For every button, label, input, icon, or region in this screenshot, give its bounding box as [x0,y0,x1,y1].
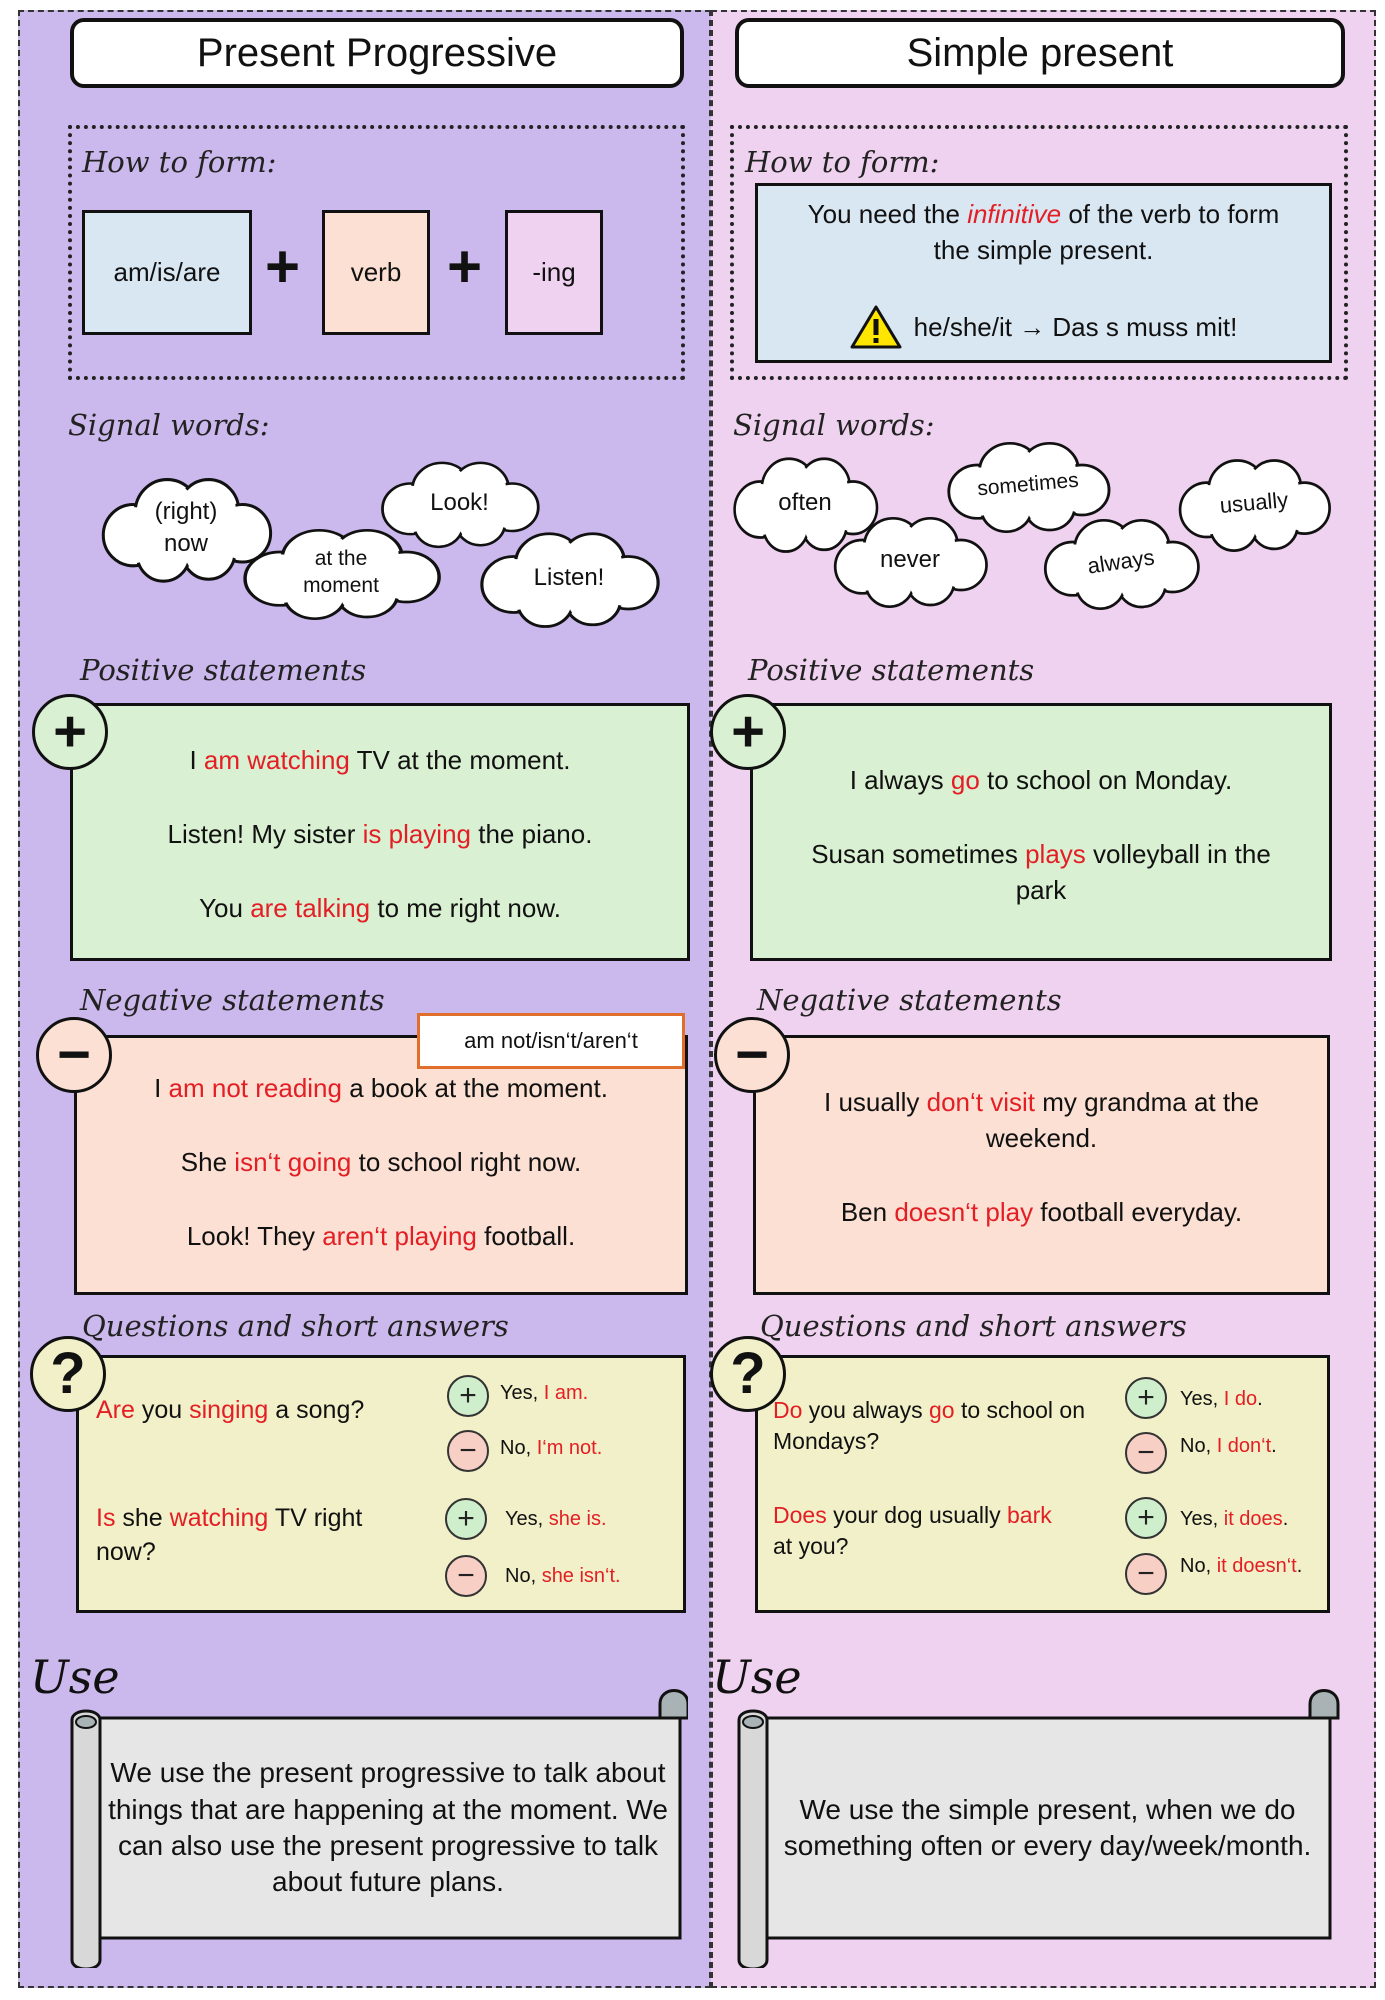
simple-positive-line [753,836,1329,909]
simple-positive-heading: Positive statements [748,653,1035,687]
text-run: to school on Mondays? [773,1397,1085,1455]
form-part-ing: -ing [505,210,603,335]
simple-negative-heading: Negative statements [757,983,1062,1017]
progressive-use-heading: Use [30,1650,120,1704]
highlighted-verb-form: it does [1223,1508,1283,1530]
plus-sign: + [265,233,301,300]
simple-use-text: We use the simple present, when we do something often or every day/week/month. [783,1793,1312,1861]
highlighted-verb-form: I don‘t [1216,1435,1272,1457]
highlighted-verb-form: is playing [362,819,472,849]
text-run: TV at the moment. [349,745,571,775]
highlighted-verb-form: Are [96,1396,135,1424]
text-run: No, [505,1565,542,1587]
minus-circle-icon: − [36,1017,112,1093]
simple-form-warning-line [758,304,1329,350]
highlighted-verb-form: don‘t visit [926,1087,1035,1117]
highlighted-verb-form: am watching [203,745,350,775]
short-answer-yes [505,1508,607,1531]
signal-word-cloud: usually [1170,452,1338,554]
short-answer-no [500,1437,602,1460]
minus-small-icon: − [445,1555,487,1597]
highlighted-verb-form: Does [773,1502,827,1528]
text-run: No, [1180,1555,1217,1577]
highlighted-verb-form: she is. [548,1508,607,1530]
highlighted-verb-form: doesn‘t play [894,1197,1034,1227]
plus-small-icon: + [447,1375,489,1417]
simple-positive-box [750,703,1332,961]
text-run: Look! They [186,1221,323,1251]
warning-triangle-icon [850,304,902,350]
highlighted-verb-form: infinitive [967,199,1062,229]
signal-word-cloud: often [725,450,885,555]
plus-circle-icon: + [32,694,108,770]
form-part-verb: verb [322,210,430,335]
text-run: at you? [773,1533,849,1560]
text-run: You [199,893,251,923]
progressive-use-scroll [68,1678,688,1968]
highlighted-verb-form: I am. [543,1382,589,1404]
text-run: Listen! My sister [167,819,363,849]
highlighted-verb-form: isn‘t going [234,1147,352,1177]
simple-use-heading: Use [712,1650,802,1704]
progressive-negative-line [77,1218,685,1254]
text-run: your dog usually [826,1502,1007,1528]
plus-sign: + [447,233,483,300]
negative-forms-note: am not/isn‘t/aren‘t [417,1013,685,1069]
text-run: you [134,1396,190,1424]
text-run: Ben [840,1197,895,1227]
text-run: I [154,1073,169,1103]
text-run: you always [802,1397,929,1423]
text-run: a book at the moment. [341,1073,608,1103]
text-run: Yes, [1180,1508,1224,1530]
text-run: football. [476,1221,576,1251]
text-run: I usually [824,1087,927,1117]
text-run: No, [1180,1435,1217,1457]
simple-negative-line [756,1194,1327,1230]
warning-text: he/she/it → Das s muss mit! [913,311,1238,342]
highlighted-verb-form: I‘m not. [536,1437,603,1459]
text-run: I [189,745,204,775]
highlighted-verb-form: Do [773,1397,803,1423]
highlighted-verb-form: it doesn‘t [1216,1555,1297,1577]
progressive-question [96,1394,426,1428]
highlighted-verb-form: am not reading [168,1073,342,1103]
progressive-negative-box [74,1035,688,1295]
progressive-positive-heading: Positive statements [80,653,367,687]
progressive-negative-heading: Negative statements [80,983,385,1017]
signal-word-cloud: never [825,510,995,610]
text-run: she [115,1504,170,1532]
text-run: . [1282,1508,1289,1530]
text-run: Yes, [505,1508,549,1530]
present-progressive-title: Present Progressive [70,18,684,88]
progressive-questions-heading: Questions and short answers [82,1309,509,1343]
short-answer-no [1180,1555,1302,1578]
minus-circle-icon: − [714,1017,790,1093]
short-answer-yes [500,1382,588,1405]
text-run: volleyball in the park [1015,839,1271,906]
text-run: football everyday. [1033,1197,1243,1227]
progressive-positive-box [70,703,690,961]
text-run: You need the [807,199,968,229]
short-answer-yes [1180,1388,1263,1411]
progressive-signal-words-heading: Signal words: [68,408,270,442]
text-run: . [1271,1435,1277,1457]
signal-word-cloud: sometimes [938,435,1118,535]
highlighted-verb-form: singing [189,1396,269,1424]
text-run: of the verb to form the simple present. [933,199,1280,266]
highlighted-verb-form: watching [169,1504,269,1532]
simple-question [773,1395,1113,1457]
simple-use-scroll [735,1678,1340,1968]
form-part-am-is-are: am/is/are [82,210,252,335]
progressive-positive-line [73,890,687,926]
text-run: my grandma at the weekend. [985,1087,1259,1154]
signal-word-cloud: always [1035,512,1207,612]
progressive-positive-line [73,742,687,778]
signal-word-cloud: Listen! [470,525,668,630]
text-run: Yes, [1180,1388,1224,1410]
highlighted-verb-form: plays [1025,839,1086,869]
text-run: a song? [268,1396,365,1424]
highlighted-verb-form: go [928,1397,955,1423]
short-answer-yes [1180,1508,1288,1531]
progressive-question [96,1502,366,1570]
highlighted-verb-form: aren‘t playing [322,1221,477,1251]
text-run: Yes, [500,1382,544,1404]
text-run: to me right now. [370,893,561,923]
text-run: . [1257,1388,1263,1410]
text-run: Susan sometimes [811,839,1026,869]
progressive-use-text: We use the present progressive to talk about things that are happening at the moment. We can also use the present progressive to talk about future plans. [108,1757,668,1898]
simple-negative-line [756,1084,1327,1157]
short-answer-no [505,1565,621,1588]
highlighted-verb-form: are talking [250,893,371,923]
text-run: I always [849,765,951,795]
minus-small-icon: − [447,1430,489,1472]
progressive-negative-line [77,1070,685,1106]
simple-signal-words-heading: Signal words: [733,408,935,442]
highlighted-verb-form: bark [1006,1502,1052,1528]
short-answer-no [1180,1435,1277,1458]
progressive-how-to-form-heading: How to form: [82,145,277,179]
text-run: the piano. [471,819,593,849]
highlighted-verb-form: go [950,765,980,795]
highlighted-verb-form: I do [1223,1388,1258,1410]
simple-how-to-form-heading: How to form: [745,145,940,179]
signal-word-cloud: Look! [372,455,547,550]
question-circle-icon: ? [710,1336,786,1412]
signal-word-cloud: (right) now [92,470,280,585]
simple-questions-heading: Questions and short answers [760,1309,1187,1343]
simple-question [773,1500,1063,1562]
progressive-negative-line [77,1144,685,1180]
minus-small-icon: − [1125,1432,1167,1474]
text-run: TV right now? [96,1504,363,1566]
plus-small-icon: + [445,1498,487,1540]
signal-word-cloud: at the moment [232,522,450,622]
plus-small-icon: + [1125,1377,1167,1419]
simple-present-title: Simple present [735,18,1345,88]
simple-form-info-box [755,183,1332,363]
minus-small-icon: − [1125,1553,1167,1595]
plus-small-icon: + [1125,1497,1167,1539]
text-run: to school on Monday. [979,765,1233,795]
simple-positive-line [753,762,1329,798]
simple-negative-box [753,1035,1330,1295]
progressive-positive-line [73,816,687,852]
question-circle-icon: ? [30,1336,106,1412]
text-run: . [1296,1555,1303,1577]
plus-circle-icon: + [710,694,786,770]
simple-form-rule [758,196,1329,269]
highlighted-verb-form: Is [96,1504,116,1532]
text-run: She [180,1147,235,1177]
text-run: No, [500,1437,537,1459]
highlighted-verb-form: she isn‘t. [541,1565,621,1587]
text-run: to school right now. [351,1147,582,1177]
